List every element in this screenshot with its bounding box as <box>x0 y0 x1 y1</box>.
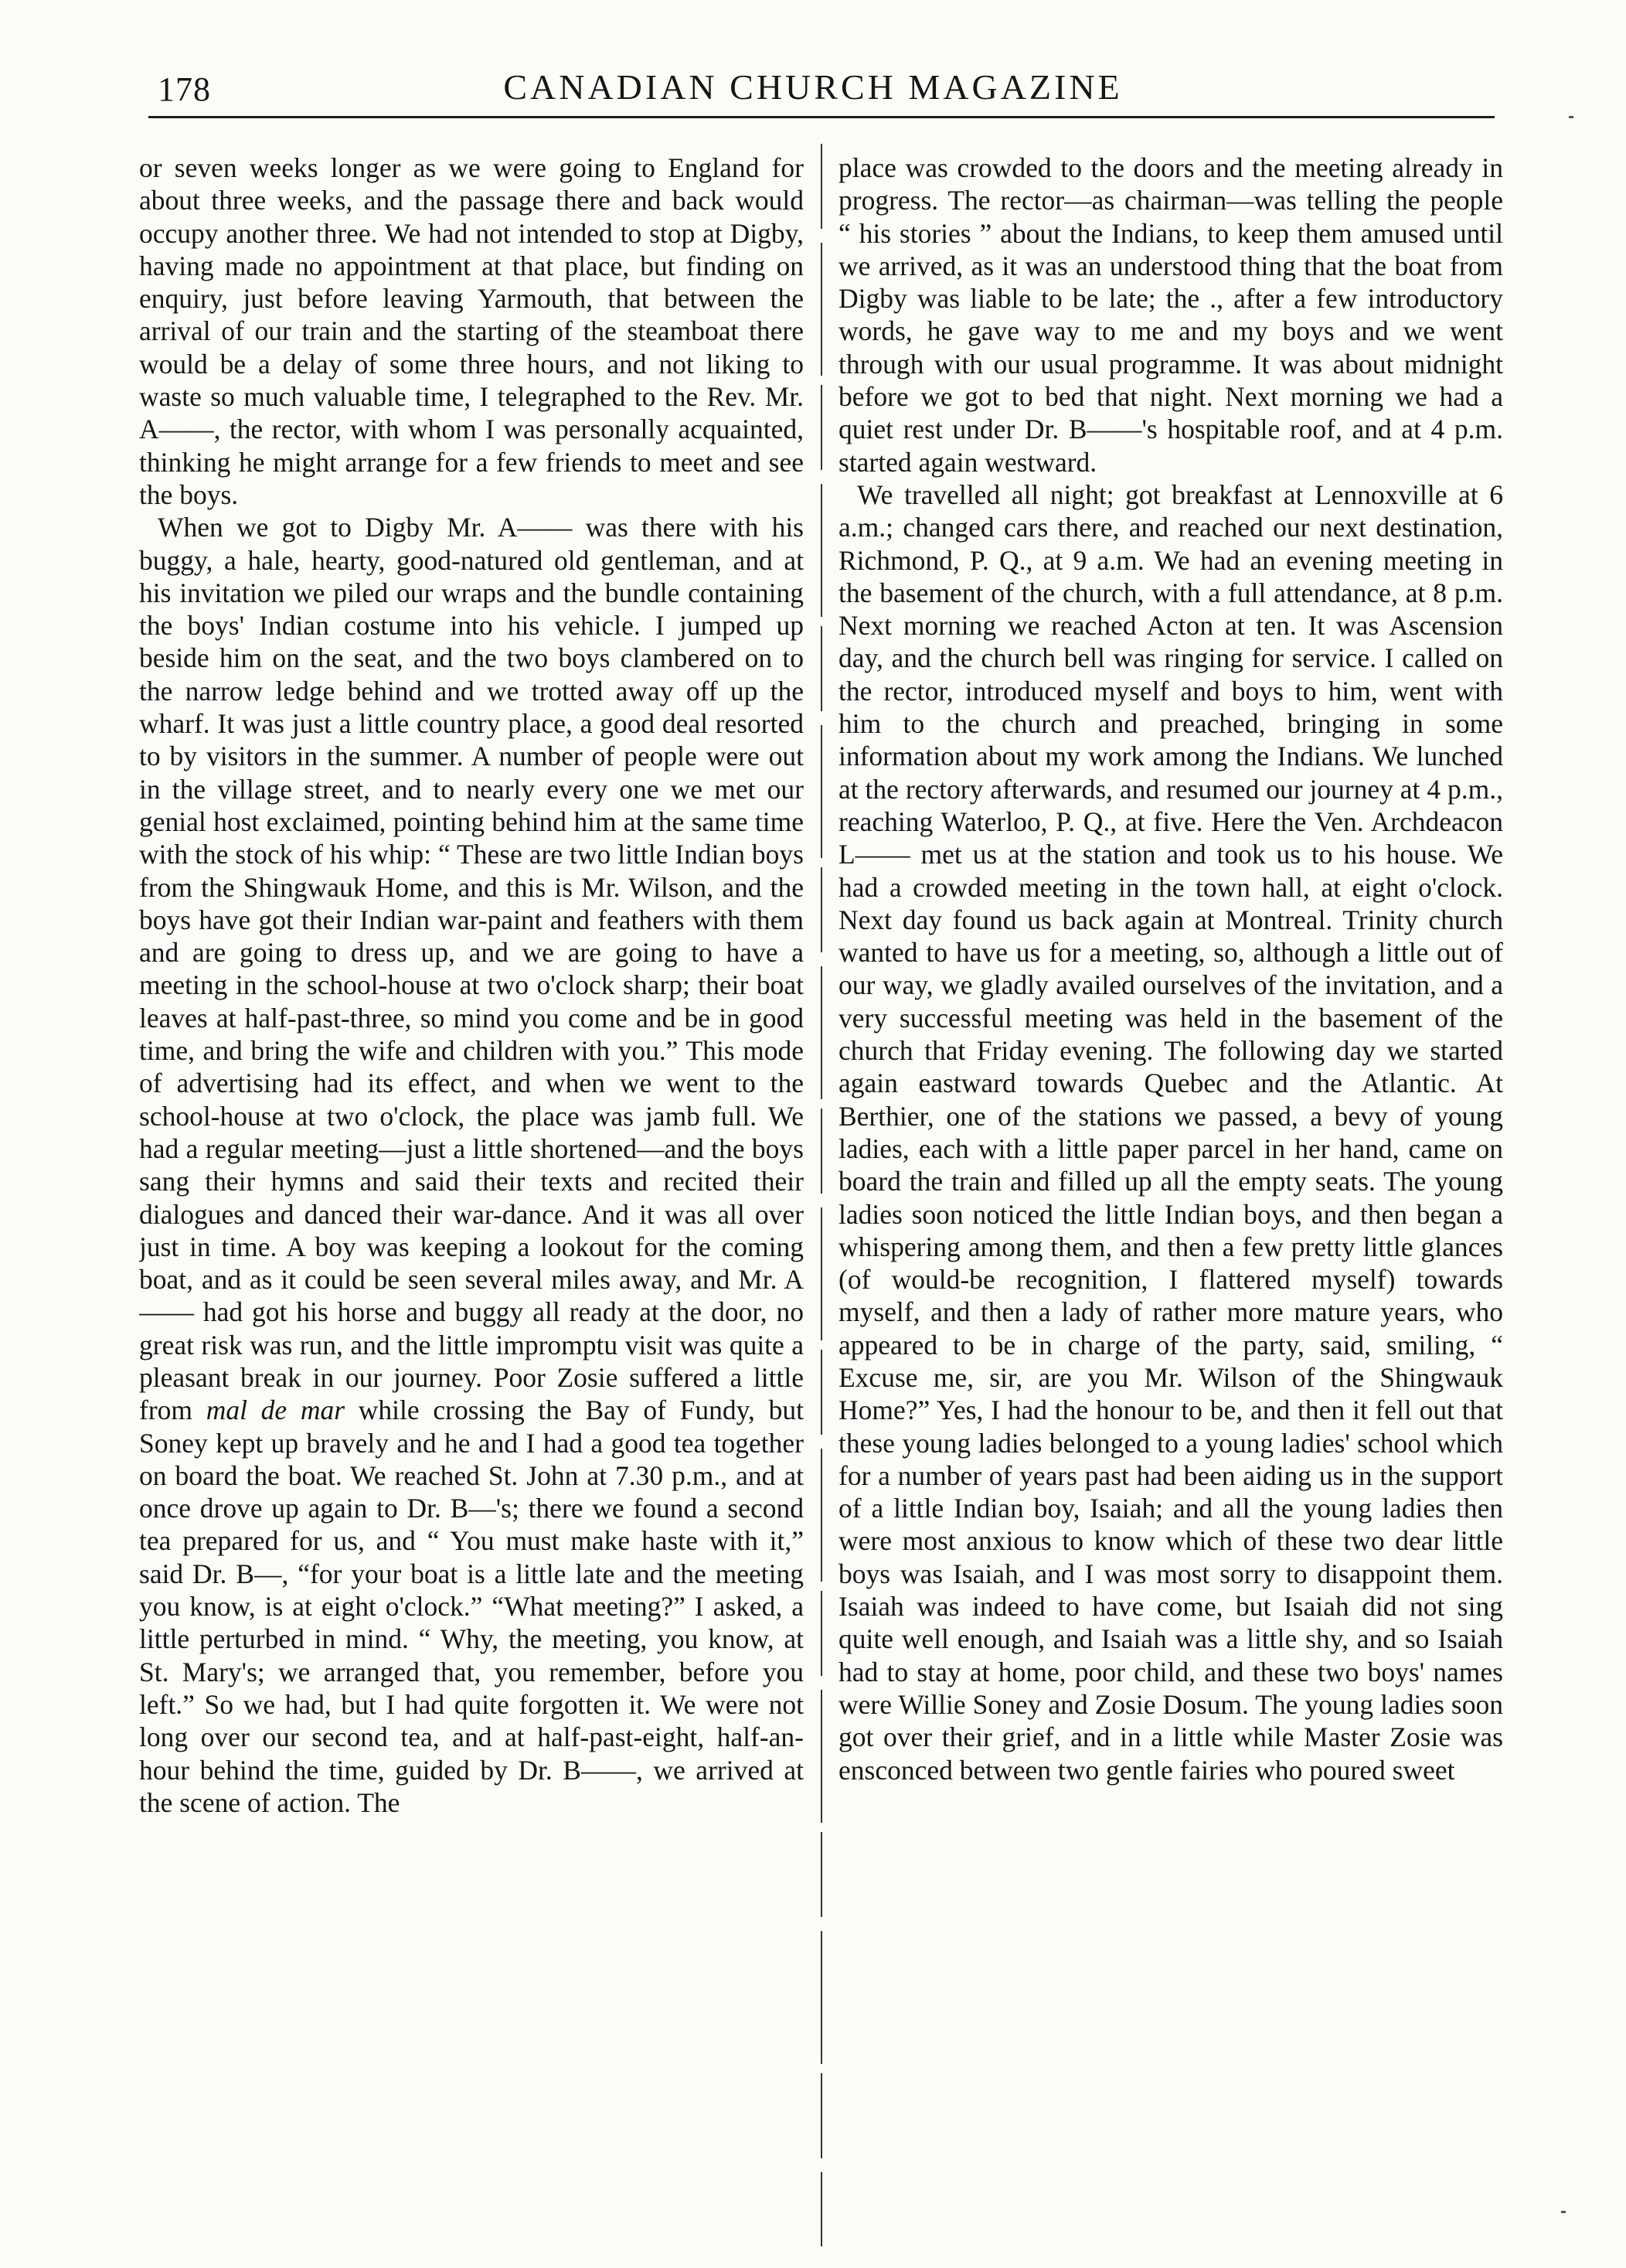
left-paragraph-2 <box>139 511 804 1819</box>
left-paragraph-2-text-a: When we got to Digby Mr. A—— was there with his buggy, a hale, hearty, good-natured old gentleman, and at his invitation we piled our wraps and the bundle containing the boys' Indian costume into his vehicle. I jumped up beside him on the seat, and the two boys clambered on to the narrow ledge behind and we trotted away off up the wharf. It was just a little country place, a good deal resorted to by visitors in the summer. A number of people were out in the village street, and to nearly every one we met our genial host exclaimed, pointing behind him at the same time with the stock of his whip: “ These are two little Indian boys from the Shingwauk Home, and this is Mr. Wilson, and the boys have got their Indian war-paint and feathers with them and are going to dress up, and we are going to have a meeting in the school-house at two o'clock sharp; their boat leaves at half-past-three, so mind you come and be in good time, and bring the wife and children with you.” This mode of advertising had its effect, and when we went to the school-house at two o'clock, the place was jamb full. We had a regular meeting—just a little shortened—and the boys sang their hymns and said their texts and recited their dialogues and danced their war-dance. And it was all over just in time. A boy was keeping a lookout for the coming boat, and as it could be seen several miles away, and Mr. A—— had got his horse and buggy all ready at the door, no great risk was run, and the little impromptu visit was quite a pleasant break in our journey. Poor Zosie suffered a little from <box>139 512 804 1426</box>
right-paragraph-1: place was crowded to the doors and the meeting already in progress. The rector—as chairman—was telling the people “ his stories ” about the Indians, to keep them amused until we arrived, as it was an understood thing that the boat from Digby was liable to be late; the ., after a few introductory words, he gave way to me and my boys and we went through with our usual programme. It was about midnight before we got to bed that night. Next morning we had a quiet rest under Dr. B——'s hospitable roof, and at 4 p.m. started again westward. <box>839 152 1503 478</box>
running-head-title: CANADIAN CHURCH MAGAZINE <box>503 67 1123 107</box>
page-number: 178 <box>158 70 211 108</box>
left-column <box>139 152 804 2161</box>
right-paragraph-2: We travelled all night; got breakfast at Lennoxville at 6 a.m.; changed cars there, and reached our next destination, Richmond, P. Q., at 9 a.m. We had an evening meeting in the basement of the church, with a full attendance, at 8 p.m. Next morning we reached Acton at ten. It was Ascension day, and the church bell was ringing for service. I called on the rector, introduced myself and boys to him, went with him to the church and preached, bringing in some information about my work among the Indians. We lunched at the rectory afterwards, and resumed our journey at 4 p.m., reaching Waterloo, P. Q., at five. Here the Ven. Archdeacon L—— met us at the station and took us to his house. We had a crowded meeting in the town hall, at eight o'clock. Next day found us back again at Montreal. Trinity church wanted to have us for a meeting, so, although a little out of our way, we gladly availed ourselves of the invitation, and a very successful meeting was held in the basement of the church that Friday evening. The following day we started again eastward towards Quebec and the Atlantic. At Berthier, one of the stations we passed, a bevy of young ladies, each with a little paper parcel in her hand, came on board the train and filled up all the empty seats. The young ladies soon noticed the little Indian boys, and then began a whispering among them, and then a few pretty little glances (of would-be recognition, I flattered myself) towards myself, and then a lady of rather more mature years, who appeared to be in charge of the party, said, smiling, “ Excuse me, sir, are you Mr. Wilson of the Shingwauk Home?” Yes, I had the honour to be, and then it fell out that these young ladies belonged to a young ladies' school which for a number of years past had been aiding us in the support of a little Indian boy, Isaiah; and all the young ladies then were most anxious to know which of these two dear little boys was Isaiah, and I was most sorry to disappoint them. Isaiah was indeed to have come, but Isaiah did not sing quite well enough, and Isaiah was a little shy, and so Isaiah had to stay at home, poor child, and these two boys' names were Willie Soney and Zosie Dosum. The young ladies soon got over their grief, and in a little while Master Zosie was ensconced between two gentle fairies who poured sweet <box>839 478 1503 1786</box>
margin-mark <box>1561 2211 1566 2213</box>
margin-mark <box>1569 116 1573 118</box>
left-paragraph-1: or seven weeks longer as we were going to England for about three weeks, and the passage there and back would occupy another three. We had not intended to stop at Digby, having made no appointment at that place, but finding on enquiry, just before leaving Yarmouth, that between the arrival of our train and the starting of the steamboat there would be a delay of some three hours, and not liking to waste so much valuable time, I telegraphed to the Rev. Mr. A——, the rector, with whom I was personally acquainted, thinking he might arrange for a few friends to meet and see the boys. <box>139 152 804 510</box>
left-paragraph-2-text-b: while crossing the Bay of Fundy, but Soney kept up bravely and he and I had a good tea together on board the boat. We reached St. John at 7.30 p.m., and at once drove up again to Dr. B—'s; there we found a second tea prepared for us, and “ You must make haste with it,” said Dr. B—, “for your boat is a little late and the meeting you know, is at eight o'clock.” “What meeting?” I asked, a little perturbed in mind. “ Why, the meeting, you know, at St. Mary's; we arranged that, you remember, before you left.” So we had, but I had quite forgotten it. We were not long over our second tea, and at half-past-eight, half-an-hour behind the time, guided by Dr. B——, we arrived at the scene of action. The <box>139 1395 804 1818</box>
header-rule <box>148 116 1495 118</box>
left-paragraph-2-italic: mal de mar <box>206 1395 345 1426</box>
column-divider <box>821 144 822 2246</box>
right-column <box>839 152 1503 2161</box>
